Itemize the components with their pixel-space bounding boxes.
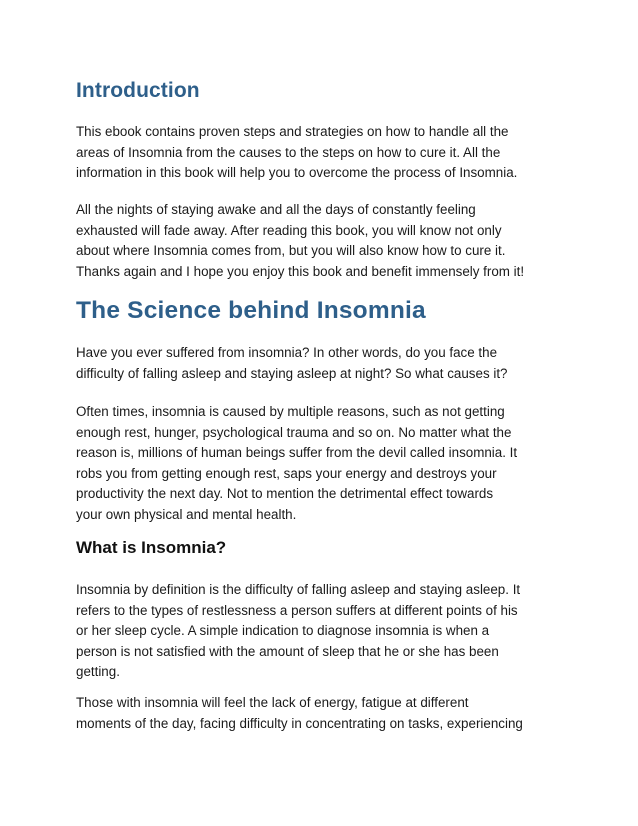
text-line: person is not satisfied with the amount of sleep that he or she has been bbox=[76, 643, 499, 659]
paragraph-science-2 bbox=[76, 402, 568, 525]
text-line: enough rest, hunger, psychological trauma and so on. No matter what the bbox=[76, 424, 512, 440]
paragraph-intro-2 bbox=[76, 200, 568, 282]
heading-science-behind-insomnia: The Science behind Insomnia bbox=[76, 297, 426, 324]
text-line: areas of Insomnia from the causes to the steps on how to cure it. All the bbox=[76, 144, 501, 160]
text-line: about where Insomnia comes from, but you will also know how to cure it. bbox=[76, 243, 506, 258]
heading-what-is-insomnia: What is Insomnia? bbox=[76, 538, 227, 557]
text-line: information in this book will help you to overcome the process of Insomnia. bbox=[76, 165, 518, 180]
text-line: Often times, insomnia is caused by multiple reasons, such as not getting bbox=[76, 404, 505, 419]
text-line: difficulty of falling asleep and staying asleep at night? So what causes it? bbox=[76, 365, 508, 381]
text-line: Those with insomnia will feel the lack of energy, fatigue at different bbox=[76, 695, 469, 710]
text-line: reason is, millions of human beings suffer from the devil called insomnia. It bbox=[76, 445, 518, 460]
text-line: or her sleep cycle. A simple indication to diagnose insomnia is when a bbox=[76, 623, 490, 638]
text-line: This ebook contains proven steps and strategies on how to handle all the bbox=[76, 124, 509, 139]
paragraph-what-1 bbox=[76, 580, 568, 683]
text-line: refers to the types of restlessness a person suffers at different points of his bbox=[76, 602, 518, 618]
paragraph-what-2 bbox=[76, 693, 568, 734]
paragraph-science-1 bbox=[76, 343, 568, 384]
text-line: getting. bbox=[76, 664, 120, 679]
text-line: Have you ever suffered from insomnia? In other words, do you face the bbox=[76, 345, 498, 360]
text-line: moments of the day, facing difficulty in concentrating on tasks, experiencing bbox=[76, 715, 523, 731]
text-line: Thanks again and I hope you enjoy this book and benefit immensely from it! bbox=[76, 263, 525, 279]
text-line: exhausted will fade away. After reading this book, you will know not only bbox=[76, 222, 502, 238]
text-line: your own physical and mental health. bbox=[76, 506, 297, 522]
text-line: robs you from getting enough rest, saps your energy and destroys your bbox=[76, 465, 497, 481]
text-line: Insomnia by definition is the difficulty of falling asleep and staying asleep. It bbox=[76, 582, 521, 597]
heading-introduction: Introduction bbox=[76, 79, 200, 102]
paragraph-intro-1 bbox=[76, 122, 568, 184]
text-line: productivity the next day. Not to mention the detrimental effect towards bbox=[76, 486, 494, 501]
text-line: All the nights of staying awake and all the days of constantly feeling bbox=[76, 202, 476, 217]
